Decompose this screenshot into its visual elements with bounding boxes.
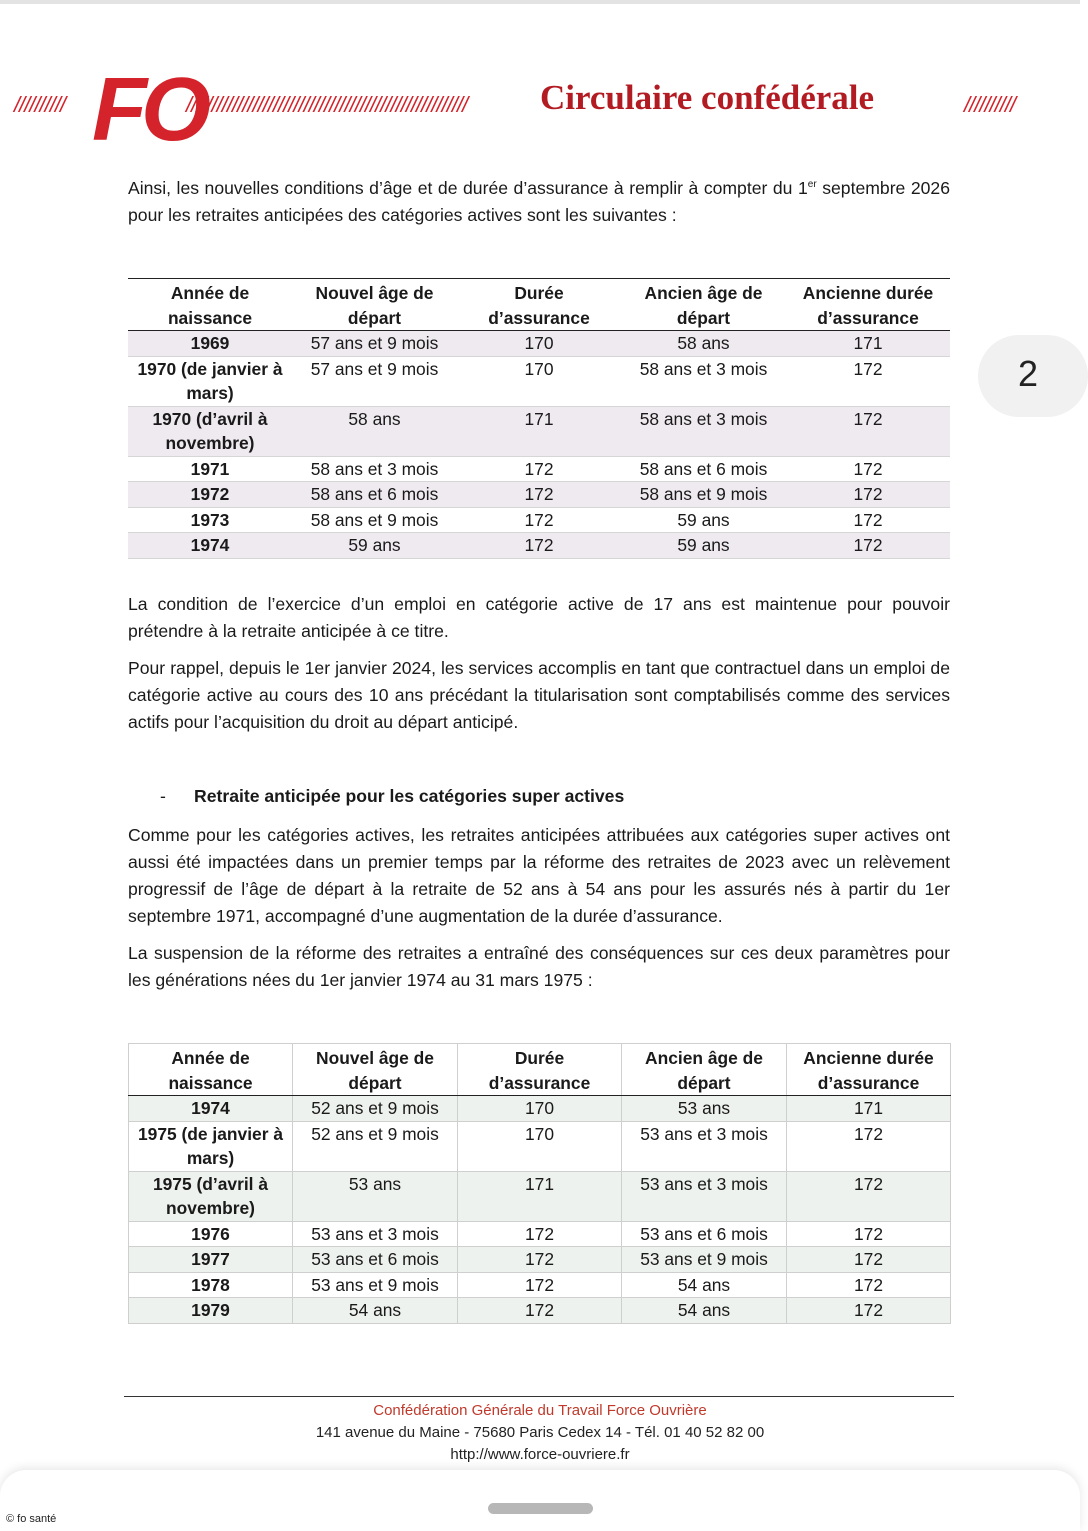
cell-old-duration: 172 [853,358,883,379]
cell-duration: 172 [458,1298,622,1324]
cell-new-age: 53 ans et 3 mois [293,1221,458,1247]
cell-old-duration: 172 [853,408,883,429]
cell-duration: 172 [524,458,554,479]
cell-duration: 171 [458,1171,622,1221]
cell-old-age: 53 ans et 6 mois [622,1221,787,1247]
table-row [128,533,950,559]
intro-paragraph [128,175,950,229]
cell-birth-year: 1975 (d’avril à novembre) [129,1171,293,1221]
table-row [128,482,950,508]
cell-new-age: 57 ans et 9 mois [310,358,439,379]
cell-old-age: 54 ans [622,1272,787,1298]
cell-old-age: 53 ans et 3 mois [622,1121,787,1171]
paragraph-suspension: La suspension de la réforme des retraites a entraîné des conséquences sur ces deux paramètres pour les générations nées du 1er janvier 1974 au 31 mars 1975 : [128,943,950,990]
table-row [128,356,950,406]
fo-logo [90,60,205,160]
col-header-birth-year: Année de naissance [129,1044,293,1096]
top-bar [0,0,1080,4]
cell-old-duration: 172 [787,1121,951,1171]
paragraph-reminder: Pour rappel, depuis le 1er janvier 2024, les services accomplis en tant que contractuel dans un emploi de catégorie active au cours des 10 ans précédant la titularisation sont comptabilisés comme des services actifs pour l’acquisition du droit au départ anticipé. [128,658,950,732]
cell-new-age: 58 ans et 9 mois [310,509,439,530]
section-heading-super-actives [160,786,624,807]
table-super-actives [128,1043,951,1324]
cell-old-duration: 171 [853,333,883,353]
table-row [129,1272,951,1298]
cell-new-age: 52 ans et 9 mois [293,1121,458,1171]
cell-old-duration: 172 [853,509,883,530]
intro-text-a: Ainsi, les nouvelles conditions d’âge et de durée d’assurance à remplir à compter du 1 [128,178,808,198]
footer-divider [124,1396,954,1397]
cell-old-age: 58 ans et 9 mois [639,484,768,504]
header-slashes-middle: /////////////////////////////////////////////////////// [186,92,468,117]
cell-old-age: 53 ans et 3 mois [622,1171,787,1221]
table-row [129,1221,951,1247]
cell-old-age: 58 ans et 3 mois [639,408,768,429]
cell-birth-year: 1979 [129,1298,293,1324]
cell-old-age: 58 ans et 3 mois [639,358,768,379]
cell-birth-year: 1975 (de janvier à mars) [129,1121,293,1171]
section-heading-text: Retraite anticipée pour les catégories super actives [194,786,625,806]
table-row [128,331,950,357]
cell-new-age: 53 ans et 6 mois [293,1247,458,1273]
cell-birth-year: 1971 [190,458,230,479]
table-row [128,406,950,456]
cell-birth-year: 1976 [129,1221,293,1247]
cell-birth-year: 1970 (de janvier à mars) [137,358,283,403]
page-number: 2 [1018,353,1039,394]
cell-duration: 171 [524,408,554,429]
bullet-dash: - [160,786,166,806]
cell-old-age: 53 ans et 9 mois [622,1247,787,1273]
page-number-badge [978,335,1088,417]
cell-new-age: 57 ans et 9 mois [310,333,439,353]
footer-url[interactable]: http://www.force-ouvriere.fr [450,1446,630,1463]
cell-birth-year: 1970 (d’avril à novembre) [152,408,268,453]
cell-old-duration: 172 [853,535,883,555]
cell-new-age: 52 ans et 9 mois [293,1096,458,1122]
cell-new-age: 53 ans et 9 mois [293,1272,458,1298]
table-row [129,1298,951,1324]
cell-new-age: 58 ans et 3 mois [310,458,439,479]
cell-duration: 172 [458,1272,622,1298]
cell-duration: 172 [524,509,554,530]
table-row [128,507,950,533]
cell-duration: 170 [524,333,554,353]
fo-logo-text: FO [92,60,205,160]
cell-birth-year: 1977 [129,1247,293,1273]
table-row [129,1171,951,1221]
table-row [129,1121,951,1171]
col-header-duration: Durée d’assurance [458,1044,622,1096]
footer-address: 141 avenue du Maine - 75680 Paris Cedex 14 - Tél. 01 40 52 82 00 [315,1424,765,1441]
table-header-row [129,1044,951,1096]
paragraph-condition: La condition de l’exercice d’un emploi en catégorie active de 17 ans est maintenue pour pouvoir prétendre à la retraite anticipée à ce titre. [128,594,950,641]
footer-organization: Confédération Générale du Travail Force Ouvrière [373,1402,707,1419]
cell-old-duration: 172 [787,1171,951,1221]
cell-old-duration: 172 [787,1298,951,1324]
cell-duration: 170 [524,358,554,379]
cell-old-duration: 172 [853,458,883,479]
header-slashes-right: ////////// [964,92,1016,117]
cell-duration: 172 [458,1247,622,1273]
header-title: Circulaire confédérale [540,78,875,117]
col-header-old-duration: Ancienne durée d’assurance [802,283,934,328]
cell-old-age: 58 ans et 6 mois [639,458,768,479]
table-row [129,1247,951,1273]
cell-birth-year: 1973 [190,509,230,530]
cell-duration: 172 [524,535,554,555]
cell-old-duration: 172 [787,1247,951,1273]
cell-old-age: 54 ans [622,1298,787,1324]
cell-old-duration: 172 [787,1272,951,1298]
cell-old-age: 59 ans [677,509,730,530]
cell-birth-year: 1978 [129,1272,293,1298]
table-actives [128,278,950,559]
cell-old-duration: 172 [853,484,883,504]
table-header-row [128,279,950,331]
cell-new-age: 54 ans [293,1298,458,1324]
table-row [129,1096,951,1122]
cell-old-age: 58 ans [677,333,730,353]
cell-birth-year: 1969 [190,333,230,353]
document-header [14,60,1044,160]
cell-new-age: 58 ans [348,408,401,429]
col-header-birth-year: Année de naissance [167,283,253,328]
bottom-sheet [0,1470,1080,1531]
drag-handle[interactable] [488,1503,593,1514]
cell-duration: 172 [524,484,554,504]
image-credit: © fo santé [6,1513,57,1525]
col-header-duration: Durée d’assurance [488,283,590,328]
cell-old-duration: 172 [787,1221,951,1247]
cell-birth-year: 1972 [190,484,230,504]
cell-duration: 172 [458,1221,622,1247]
intro-superscript: er [807,179,817,191]
cell-old-duration: 171 [787,1096,951,1122]
col-header-new-age: Nouvel âge de départ [315,283,434,328]
cell-new-age: 53 ans [293,1171,458,1221]
header-slashes-left: ////////// [14,92,66,117]
table-row [128,456,950,482]
col-header-old-age: Ancien âge de départ [622,1044,787,1096]
paragraph-super-actives: Comme pour les catégories actives, les retraites anticipées attribuées aux catégories super actives ont aussi été impactées dans un premier temps par la réforme des retraites de 2023 avec un relèvement progressif de l’âge de départ à la retraite de 52 ans à 54 ans pour les assurés nés à partir du 1er septembre 1971, accompagné d’une augmentation de la durée d’assurance. [128,825,950,926]
cell-old-age: 53 ans [622,1096,787,1122]
cell-duration: 170 [458,1096,622,1122]
cell-old-age: 59 ans [677,535,730,555]
cell-birth-year: 1974 [129,1096,293,1122]
col-header-old-duration: Ancienne durée d’assurance [787,1044,951,1096]
col-header-old-age: Ancien âge de départ [644,283,763,328]
cell-new-age: 59 ans [348,535,401,555]
cell-duration: 170 [458,1121,622,1171]
cell-new-age: 58 ans et 6 mois [310,484,439,504]
cell-birth-year: 1974 [190,535,230,555]
col-header-new-age: Nouvel âge de départ [293,1044,458,1096]
intro-text-b: septembre 2026 pour les retraites anticipées des catégories actives sont les suivantes : [128,178,950,225]
